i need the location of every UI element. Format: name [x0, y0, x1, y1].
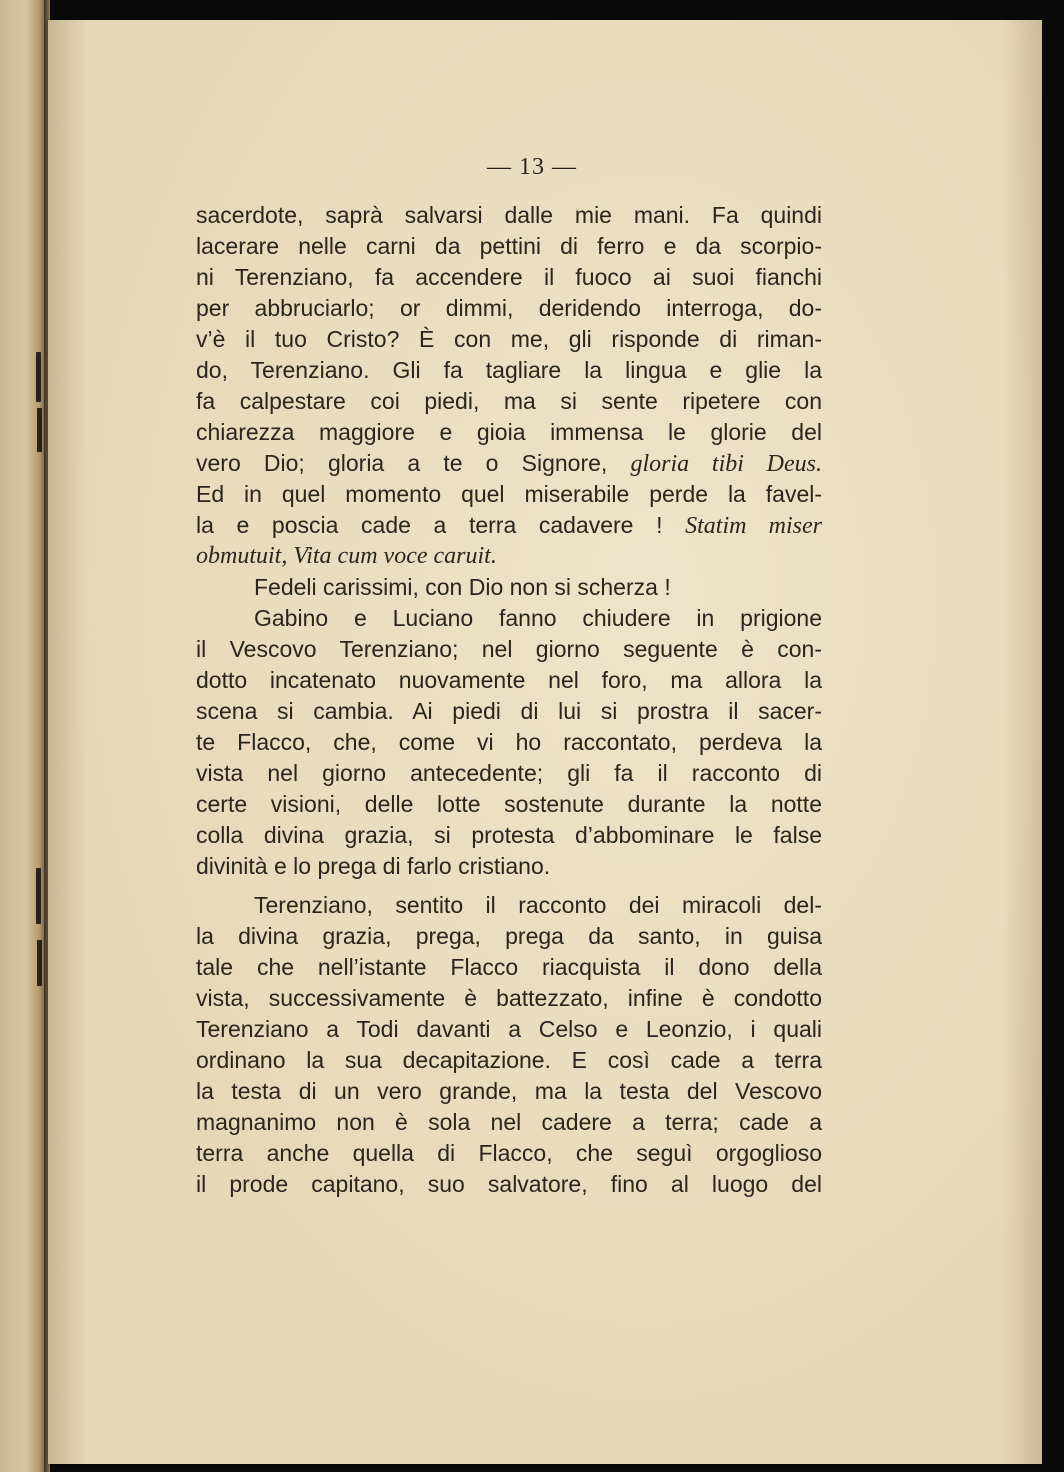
body-text [196, 200, 822, 1200]
text-line: Terenziano a Todi davanti a Celso e Leonzio, i quali [196, 1016, 822, 1042]
text-line: tale che nell’istante Flacco riacquista il dono della [196, 954, 822, 980]
text-line: sacerdote, saprà salvarsi dalle mie mani. Fa quindi [196, 202, 822, 228]
text-line: colla divina grazia, si protesta d’abbominare le false [196, 822, 822, 848]
latin-phrase: Statim miser [685, 513, 823, 539]
text-line: la testa di un vero grande, ma la testa del Vescovo [196, 1078, 822, 1104]
latin-phrase: gloria tibi Deus. [630, 451, 823, 477]
paragraph-start-line: Fedeli carissimi, con Dio non si scherza ! [254, 574, 671, 600]
text-line: terra anche quella di Flacco, che seguì orgoglioso [196, 1140, 822, 1166]
text-line: chiarezza maggiore e gioia immensa le glorie del [196, 419, 822, 445]
latin-line: obmutuit, Vita cum voce caruit. [196, 543, 497, 569]
paragraph-gap [196, 882, 822, 890]
text-line: divinità e lo prega di farlo cristiano. [196, 853, 551, 879]
binding-mark [37, 408, 42, 452]
text-line: la divina grazia, prega, prega da santo, in guisa [196, 923, 822, 949]
text-line: vista nel giorno antecedente; gli fa il racconto di [196, 760, 822, 786]
text-line: Ed in quel momento quel miserabile perde la favel- [196, 481, 822, 507]
page-number: — 13 — [487, 154, 577, 180]
binding-mark [36, 868, 41, 924]
text-line: il Vescovo Terenziano; nel giorno seguente è con- [196, 636, 822, 662]
text-line: v’è il tuo Cristo? È con me, gli risponde di riman- [196, 326, 822, 352]
facing-page-edge [0, 0, 46, 1472]
text-line-with-latin [196, 448, 822, 479]
binding-mark [37, 940, 42, 986]
text-line: ordinano la sua decapitazione. E così cade a terra [196, 1047, 822, 1073]
text-line: fa calpestare coi piedi, ma si sente ripetere con [196, 388, 822, 414]
text-line: dotto incatenato nuovamente nel foro, ma allora la [196, 667, 822, 693]
text-line: ni Terenziano, fa accendere il fuoco ai suoi fianchi [196, 264, 822, 290]
binding-mark [36, 352, 41, 402]
text-line: scena si cambia. Ai piedi di lui si prostra il sacer- [196, 698, 822, 724]
text-line-with-latin [196, 510, 822, 541]
text-line: certe visioni, delle lotte sostenute durante la notte [196, 791, 822, 817]
paragraph-start-line: Terenziano, sentito il racconto dei miracoli del- [254, 892, 822, 918]
text-segment: vero Dio; gloria a te o Signore, [196, 450, 608, 476]
text-line: do, Terenziano. Gli fa tagliare la lingua e glie la [196, 357, 822, 383]
text-segment: la e poscia cade a terra cadavere ! [196, 512, 663, 538]
paragraph-start-line: Gabino e Luciano fanno chiudere in prigione [254, 605, 822, 631]
text-line: lacerare nelle carni da pettini di ferro e da scorpio- [196, 233, 822, 259]
text-line: te Flacco, che, come vi ho raccontato, perdeva la [196, 729, 822, 755]
text-line: il prode capitano, suo salvatore, fino al luogo del [196, 1171, 822, 1197]
text-line: per abbruciarlo; or dimmi, deridendo interroga, do- [196, 295, 822, 321]
text-line: vista, successivamente è battezzato, infine è condotto [196, 985, 822, 1011]
text-line: magnanimo non è sola nel cadere a terra; cade a [196, 1109, 822, 1135]
